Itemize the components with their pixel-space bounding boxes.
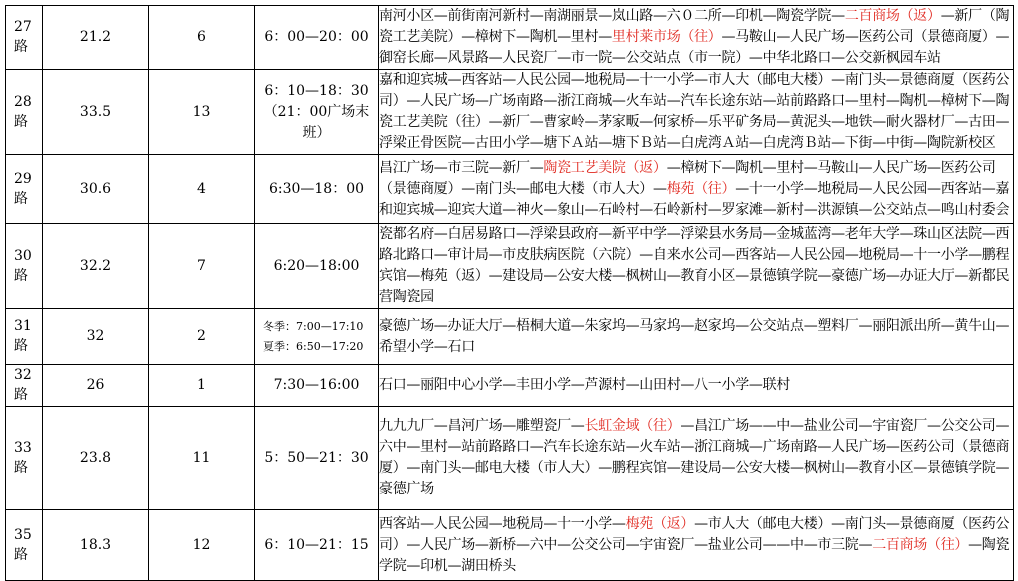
stop-sequence: —十一小学—地税局—人民公园—西客站—嘉和迎宾城—迎宾大道—神火—象山—石岭村—石岭新村—罗家滩—新村—洪源镇—公交站点—鸣山村委会 <box>379 180 1010 218</box>
service-hours-line: 5：50—21：30 <box>264 449 369 466</box>
service-hours <box>255 224 379 309</box>
highlighted-stop: 梅苑（返） <box>625 515 695 532</box>
route-length: 32 <box>43 309 149 365</box>
route-number: 27路 <box>14 19 32 55</box>
highlighted-stop: 长虹金域（往） <box>584 418 681 434</box>
route-number: 30路 <box>14 247 32 284</box>
stop-sequence: 瓷都名府—白居易路口—浮梁县政府—新平中学—浮梁县水务局—金城蓝湾—老年大学—珠山区法院—西路北路口—审计局—市皮肤病医院（六院）—自来水公司—西客站—人民公园—地税局—十一小学—鹏程宾馆—梅苑（返）—建设局—公安大楼—枫树山—教育小区—景德镇学院—豪德广场—办证大厅—新都民营陶瓷园 <box>379 226 1010 305</box>
stop-sequence: —马鞍山—人民广场—医药公司（景德商厦）—御窑长廊—风景路—人民瓷厂—市一院—公交站点（市一院）—中华北路口—公交新枫园车站 <box>379 29 1010 66</box>
vehicle-count: 1 <box>149 365 255 407</box>
route-row <box>6 6 1014 70</box>
vehicle-count: 12 <box>149 510 255 581</box>
service-hours-line: 6:30—18：00 <box>268 180 365 197</box>
service-hours-line: 6:20—18:00 <box>273 257 360 274</box>
route-number-cell <box>6 407 43 510</box>
route-number-cell <box>6 155 43 224</box>
bus-route-table <box>5 5 1014 581</box>
stop-sequence: —昌江广场——中—盐业公司—宇宙瓷厂—公交公司—六中—里村—站前路路口—汽车长途东站—火车站—浙江商城—广场南路—人民广场—医药公司（景德商厦）—南门头—邮电大楼（市人大）—鹏程宾馆—建设局—公安大楼—枫树山—教育小区—景德镇学院—豪德广场 <box>379 418 1010 497</box>
vehicle-count: 13 <box>149 70 255 155</box>
route-length: 18.3 <box>43 510 149 581</box>
highlighted-stop: 二百商场（返） <box>844 8 941 24</box>
vehicle-count: 7 <box>149 224 255 309</box>
route-stops <box>379 70 1014 155</box>
service-hours <box>255 407 379 510</box>
route-number: 33路 <box>14 439 32 476</box>
service-hours <box>255 70 379 155</box>
highlighted-stop: 陶瓷工艺美院（返） <box>543 159 667 176</box>
route-row <box>6 224 1014 309</box>
service-hours-line: （21：00广场末 <box>263 103 370 120</box>
vehicle-count: 2 <box>149 309 255 365</box>
route-stops <box>379 510 1014 581</box>
service-hours-line: 7:30—16:00 <box>273 377 360 393</box>
service-hours-line: 6：00—20：00 <box>264 29 369 45</box>
service-hours <box>255 510 379 581</box>
route-stops <box>379 407 1014 510</box>
route-length: 26 <box>43 365 149 407</box>
route-row <box>6 510 1014 581</box>
vehicle-count: 11 <box>149 407 255 510</box>
stop-sequence: —陶瓷学院—印机—湖田桥头 <box>379 536 1010 574</box>
route-stops <box>379 365 1014 407</box>
route-number-cell <box>6 309 43 365</box>
stop-sequence: 石口—丽阳中心小学—丰田小学—芦源村—山田村—八一小学—联村 <box>379 377 790 393</box>
route-row <box>6 155 1014 224</box>
route-number-cell <box>6 224 43 309</box>
stop-sequence: —樟树下—陶机—里村—马鞍山—人民广场—医药公司（景德商厦）—南门头—邮电大楼（市人大）— <box>379 159 996 197</box>
route-stops <box>379 224 1014 309</box>
route-length: 23.8 <box>43 407 149 510</box>
service-hours <box>255 365 379 407</box>
route-table-body <box>6 6 1014 581</box>
route-number-cell <box>6 6 43 70</box>
stop-sequence: —市人大（邮电大楼）—南门头—景德商厦（医药公司）—人民广场—新桥—六中—公交公司—宇宙瓷厂—盐业公司——中—市三院— <box>379 515 1010 553</box>
route-stops <box>379 6 1014 70</box>
route-number-cell <box>6 365 43 407</box>
highlighted-stop: 里村莱市场（往） <box>611 29 722 45</box>
stop-sequence: 南河小区—前街南河新村—南湖丽景—岚山路—六０二所—印机—陶瓷学院— <box>379 8 845 24</box>
route-number: 28路 <box>14 93 32 130</box>
highlighted-stop: 二百商场（往） <box>872 536 969 553</box>
service-hours-line: 6：10—21：15 <box>264 536 369 553</box>
route-length: 21.2 <box>43 6 149 70</box>
route-number-cell <box>6 70 43 155</box>
route-length: 30.6 <box>43 155 149 224</box>
route-number: 32路 <box>14 367 32 403</box>
route-length: 33.5 <box>43 70 149 155</box>
service-hours-line: 班） <box>302 124 331 141</box>
route-stops <box>379 309 1014 365</box>
route-row <box>6 365 1014 407</box>
stop-sequence: 九九九厂—昌河广场—雕塑瓷厂— <box>379 418 585 434</box>
stop-sequence: 昌江广场—市三院—新厂— <box>379 159 544 176</box>
route-number: 29路 <box>14 170 32 207</box>
route-stops <box>379 155 1014 224</box>
service-hours-line: 冬季：7:00—17:10 <box>263 319 364 333</box>
vehicle-count: 4 <box>149 155 255 224</box>
service-hours-line: 夏季：6:50—17:20 <box>263 339 364 353</box>
stop-sequence: 豪德广场—办证大厅—梧桐大道—朱家坞—马家坞—赵家坞—公交站点—塑料厂—丽阳派出所—黄牛山—希望小学—石口 <box>379 317 1010 355</box>
route-number: 31路 <box>14 318 32 354</box>
service-hours <box>255 155 379 224</box>
route-length: 32.2 <box>43 224 149 309</box>
route-row <box>6 70 1014 155</box>
service-hours-line: 6：10—18：30 <box>264 82 369 99</box>
vehicle-count: 6 <box>149 6 255 70</box>
service-hours <box>255 6 379 70</box>
stop-sequence: 嘉和迎宾城—西客站—人民公园—地税局—十一小学—市人大（邮电大楼）—南门头—景德商厦（医药公司）—人民广场—广场南路—浙江商城—火车站—汽车长途东站—站前路路口—里村—陶机—樟树下—陶瓷工艺美院（往）—新厂—曹家岭—茅家畈—何家桥—乐平矿务局—黄泥头—地铁—耐火器材厂—古田—浮梁正骨医院—古田小学—塘下Ａ站—塘下Ｂ站—白虎湾Ａ站—白虎湾Ｂ站—下街—中街—陶院新校区 <box>379 72 1010 151</box>
service-hours <box>255 309 379 365</box>
route-number-cell <box>6 510 43 581</box>
stop-sequence: 西客站—人民公园—地税局—十一小学— <box>379 515 626 532</box>
route-number: 35路 <box>14 526 32 563</box>
route-row <box>6 407 1014 510</box>
stop-sequence: —新厂（陶瓷工艺美院）—樟树下—陶机—里村— <box>379 8 1010 45</box>
highlighted-stop: 梅苑（往） <box>666 180 736 197</box>
route-row <box>6 309 1014 365</box>
